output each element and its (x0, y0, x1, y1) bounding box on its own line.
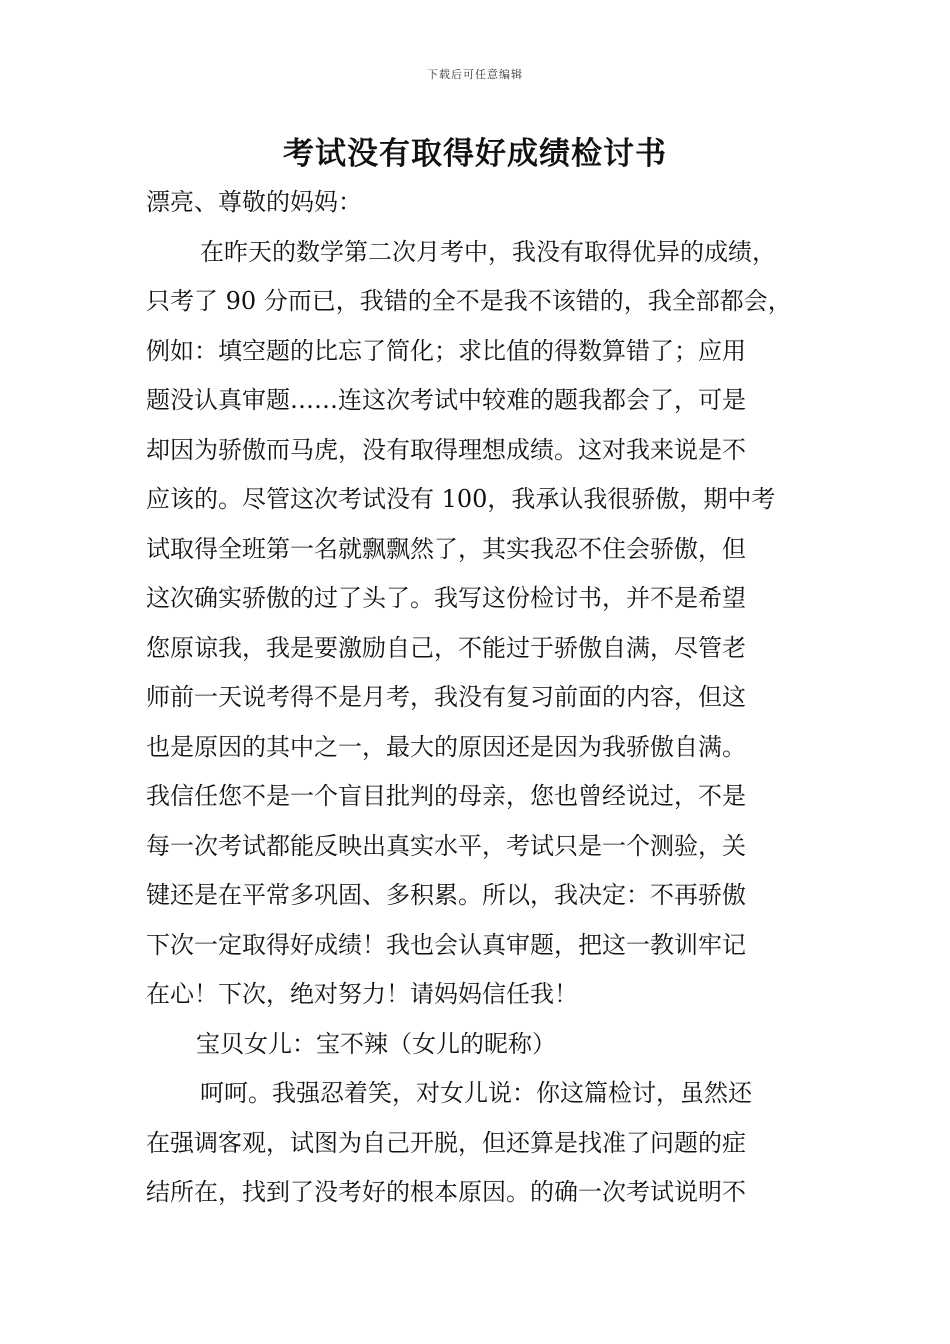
salutation-line: 漂亮、尊敬的妈妈： (146, 188, 362, 216)
text-line: 这次确实骄傲的过了头了。我写这份检讨书，并不是希望 (146, 584, 746, 612)
text-line: 试取得全班第一名就飘飘然了，其实我忍不住会骄傲，但 (146, 534, 746, 563)
text-line: 结所在，找到了没考好的根本原因。的确一次考试说明不 (146, 1178, 746, 1206)
text-line: 应该的。尽管这次考试没有 100，我承认我很骄傲，期中考 (146, 485, 776, 513)
text-line: 在强调客观，试图为自己开脱，但还算是找准了问题的症 (146, 1128, 746, 1157)
text-line: 师前一天说考得不是月考，我没有复习前面的内容，但这 (146, 683, 746, 711)
text-line: 呵呵。我强忍着笑，对女儿说：你这篇检讨，虽然还 (200, 1079, 752, 1107)
text-line: 也是原因的其中之一，最大的原因还是因为我骄傲自满。 (146, 732, 746, 761)
text-line: 我信任您不是一个盲目批判的母亲，您也曾经说过，不是 (146, 782, 746, 810)
text-line: 只考了 90 分而已，我错的全不是我不该错的，我全部都会， (146, 287, 792, 315)
text-line: 您原谅我，我是要激励自己，不能过于骄傲自满，尽管老 (146, 633, 746, 662)
document-title: 考试没有取得好成绩检讨书 (283, 136, 667, 172)
text-line: 题没认真审题……连这次考试中较难的题我都会了，可是 (146, 386, 746, 414)
text-line: 在心！下次，绝对努力！请妈妈信任我！ (146, 980, 578, 1008)
text-line: 下次一定取得好成绩！我也会认真审题，把这一教训牢记 (146, 930, 746, 959)
text-line: 每一次考试都能反映出真实水平，考试只是一个测验，关 (146, 831, 746, 860)
text-line: 键还是在平常多巩固、多积累。所以，我决定：不再骄傲 (146, 881, 746, 909)
text-line: 例如：填空题的比忘了简化；求比值的得数算错了；应用 (146, 336, 746, 365)
signature-line: 宝贝女儿：宝不辣（女儿的昵称） (196, 1029, 556, 1058)
document-body (146, 178, 810, 1218)
text-line: 却因为骄傲而马虎，没有取得理想成绩。这对我来说是不 (146, 435, 746, 464)
text-line: 在昨天的数学第二次月考中，我没有取得优异的成绩， (200, 237, 776, 266)
header-note: 下载后可任意编辑 (427, 68, 523, 81)
